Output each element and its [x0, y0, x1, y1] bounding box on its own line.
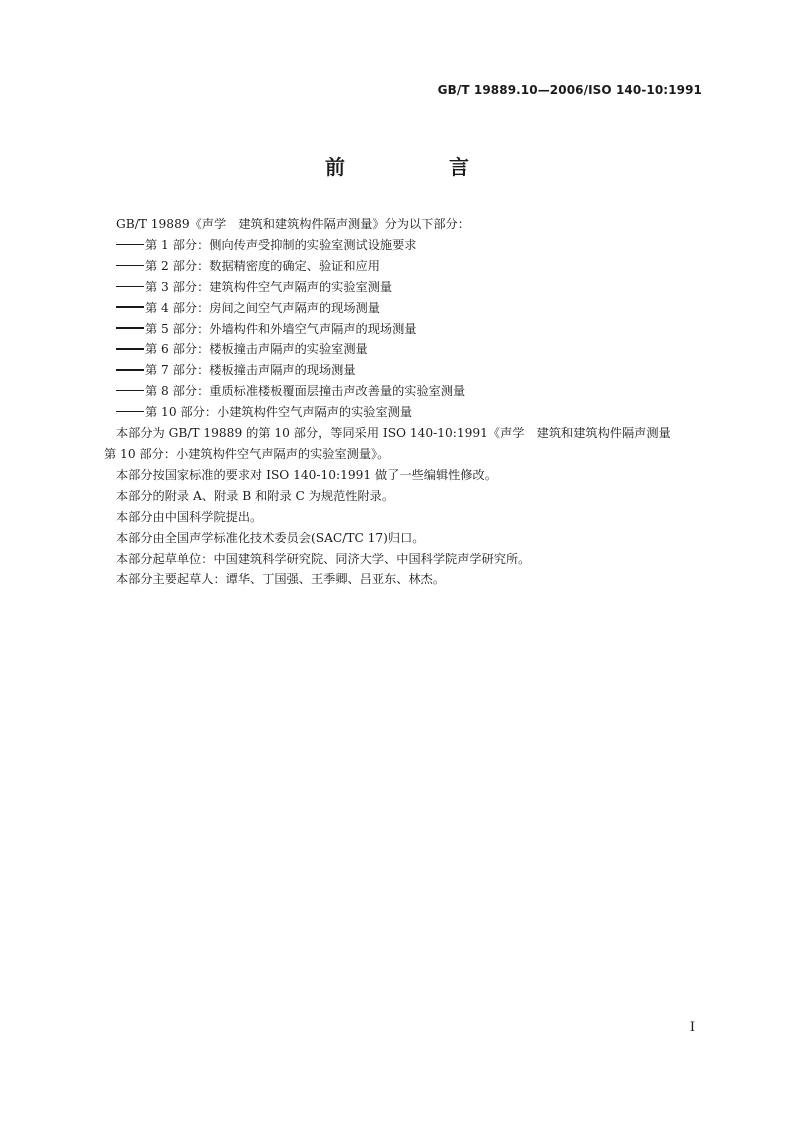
em-dash [116, 306, 144, 307]
intro-paragraph: GB/T 19889《声学 建筑和建筑构件隔声测量》分为以下部分： [116, 217, 470, 231]
list-item [104, 235, 704, 256]
em-dash [116, 411, 144, 412]
list-item [104, 319, 704, 340]
proposed-by-paragraph: 本部分由中国科学院提出。 [116, 509, 263, 524]
list-item-text: 第 10 部分：小建筑构件空气声隔声的实验室测量 [145, 405, 413, 420]
drafters-paragraph: 本部分主要起草人：谭华、丁国强、王季卿、吕亚东、林杰。 [116, 572, 446, 587]
page-number: I [689, 1020, 695, 1035]
list-item-text: 第 4 部分：房间之间空气声隔声的现场测量 [145, 300, 380, 315]
em-dash [116, 390, 144, 391]
list-item-text: 第 2 部分：数据精密度的确定、验证和应用 [145, 258, 380, 273]
list-item-text: 第 3 部分：建筑构件空气声隔声的实验室测量 [145, 279, 393, 294]
list-item [104, 402, 704, 423]
em-dash [116, 369, 144, 370]
em-dash [116, 348, 144, 349]
list-item-text: 第 7 部分：楼板撞击声隔声的现场测量 [145, 363, 356, 378]
equivalence-paragraph-line-1: 本部分为 GB/T 19889 的第 10 部分，等同采用 ISO 140-10:1991《声学 建筑和建筑构件隔声测量 [116, 426, 671, 441]
page-title: 前 言 [325, 155, 511, 179]
equivalence-paragraph-line-2: 第 10 部分：小建筑构件空气声隔声的实验室测量》。 [104, 446, 390, 461]
em-dash [116, 286, 144, 287]
list-item [104, 381, 704, 402]
list-item [104, 298, 704, 319]
em-dash [116, 265, 144, 266]
foreword-body [104, 214, 704, 590]
list-item [104, 339, 704, 360]
list-item-text: 第 6 部分：楼板撞击声隔声的实验室测量 [145, 342, 368, 357]
standard-code-header: GB/T 19889.10—2006/ISO 140-10:1991 [437, 83, 702, 97]
list-item [104, 277, 704, 298]
managed-by-paragraph: 本部分由全国声学标准化技术委员会(SAC/TC 17)归口。 [116, 530, 425, 545]
list-item-text: 第 5 部分：外墙构件和外墙空气声隔声的现场测量 [145, 321, 417, 336]
list-item [104, 256, 704, 277]
list-item [104, 360, 704, 381]
em-dash [116, 244, 144, 245]
list-item-text: 第 8 部分：重质标准楼板覆面层撞击声改善量的实验室测量 [145, 384, 466, 399]
list-item-text: 第 1 部分：侧向传声受抑制的实验室测试设施要求 [145, 237, 417, 252]
annexes-paragraph: 本部分的附录 A、附录 B 和附录 C 为规范性附录。 [116, 488, 395, 503]
em-dash [116, 327, 144, 328]
drafting-units-paragraph: 本部分起草单位：中国建筑科学研究院、同济大学、中国科学院声学研究所。 [116, 551, 531, 566]
modification-paragraph: 本部分按国家标准的要求对 ISO 140-10:1991 做了一些编辑性修改。 [116, 467, 497, 482]
